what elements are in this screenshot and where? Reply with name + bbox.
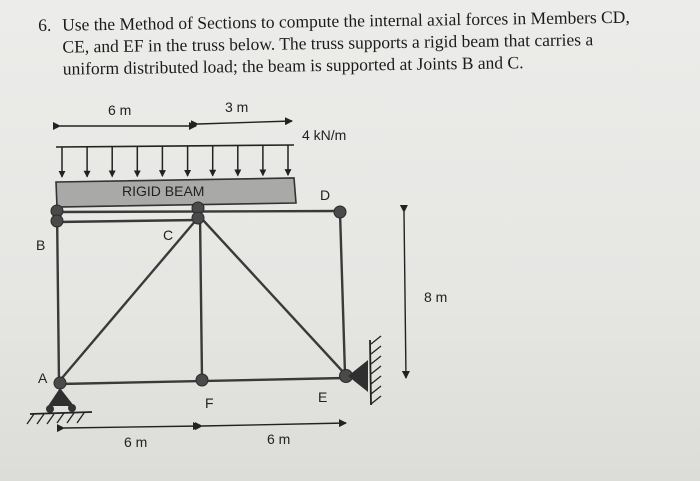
rigid-beam	[56, 178, 296, 207]
joint-label-C: C	[163, 227, 174, 243]
member-DE	[340, 212, 345, 374]
member-CE	[202, 219, 345, 374]
dim-label-6m-bottom-left: 6 m	[124, 434, 148, 450]
problem-line-2: CE, and EF in the truss below. The truss supports a rigid beam that carries a	[62, 29, 594, 57]
dim-label-3m-top: 3 m	[225, 99, 249, 115]
problem-line-3: uniform distributed load; the beam is supported at Joints B and C.	[62, 52, 524, 79]
pin-support-roller-2	[68, 404, 76, 412]
load-top-line	[56, 145, 294, 147]
member-CF	[200, 214, 202, 380]
joint-label-B: B	[36, 237, 46, 253]
joint-label-F: F	[205, 395, 214, 411]
height-dimension	[404, 212, 447, 378]
distributed-load	[56, 127, 346, 177]
joint-C	[192, 212, 204, 224]
dim-label-6m-top: 6 m	[108, 102, 132, 118]
top-dimension	[60, 99, 292, 126]
joint-label-A: A	[38, 370, 48, 386]
bottom-dimension	[64, 423, 346, 450]
dim-label-8m: 8 m	[424, 289, 448, 305]
joint-A	[54, 377, 66, 389]
wall-support-line	[370, 340, 371, 405]
pin-support-roller-1	[46, 405, 54, 413]
joint-B	[51, 215, 63, 227]
pin-support-ground	[30, 412, 92, 414]
member-BC	[57, 220, 198, 222]
dim-line-3m-top	[198, 121, 292, 124]
load-arrows	[62, 145, 288, 177]
load-label: 4 kN/m	[302, 127, 347, 143]
problem-number: 6.	[38, 14, 52, 35]
dim-line-6m-bottom-right	[202, 423, 346, 426]
pin-support-A	[27, 388, 92, 424]
member-AB	[57, 208, 59, 384]
truss-members	[57, 208, 345, 384]
dim-line-6m-bottom-left	[64, 426, 200, 428]
joint-D	[334, 206, 346, 218]
joint-label-D: D	[320, 187, 331, 203]
wall-support-triangle	[348, 360, 368, 392]
dim-line-8m	[404, 212, 406, 378]
joint-label-E: E	[318, 389, 328, 405]
dim-label-6m-bottom-right: 6 m	[267, 431, 291, 447]
problem-line-1: Use the Method of Sections to compute the internal axial forces in Members CD,	[62, 6, 630, 35]
wall-support-E	[348, 336, 381, 405]
beam-label: RIGID BEAM	[122, 183, 205, 199]
pin-support-triangle	[48, 388, 74, 406]
member-AC	[62, 219, 197, 378]
joint-F	[196, 374, 208, 386]
wall-support-hatching	[371, 336, 381, 404]
